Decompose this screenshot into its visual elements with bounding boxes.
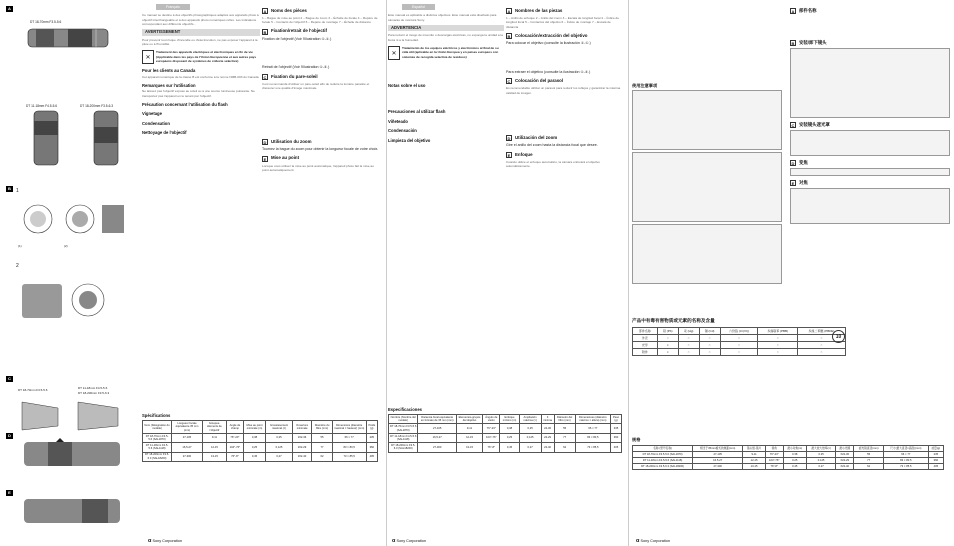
- table-cell: 9-11: [202, 433, 226, 442]
- table-cell: f/22-29: [292, 443, 311, 452]
- table-cell: 76°-23°: [765, 452, 783, 458]
- table-header: Elementos-grupos del objetivo: [456, 415, 482, 424]
- table-header: Diámetro del filtro (mm): [554, 415, 575, 424]
- table-cell: DT 18-200mm F3.5-6.3 (SAL18200): [389, 443, 418, 452]
- table-cell: DT 18-70mm F3.5-5.6 (SAL1870): [633, 452, 693, 458]
- table-cell: ○: [797, 334, 845, 341]
- es-parts-title: Nombres de las piezas: [515, 7, 563, 13]
- table-cell: 73 × 85,5: [332, 452, 366, 461]
- table-cell: 27-300: [693, 464, 743, 470]
- table-cell: 104°-76°: [483, 433, 500, 442]
- table-cell: 0.125: [806, 458, 835, 464]
- table-cell: 0,38: [243, 433, 265, 442]
- table-cell: 66 × 77: [883, 452, 928, 458]
- fig-num-1: (1): [18, 244, 22, 248]
- fr-focus-section: E Mise au point: [263, 155, 300, 162]
- table-header: Nombre (Nombre del modelo): [389, 415, 418, 424]
- table-cell: 235: [611, 424, 622, 433]
- table-cell: 27-300: [418, 443, 457, 452]
- table-cell: 9-11: [743, 452, 766, 458]
- table-header: Dimensions (diamètre maximal × hauteur) (mm): [332, 421, 366, 434]
- fr-warning-text: Pour prévenir tout risque d'incendie ou d'électrocution, ne pas exposer l'appareil à la pluie ou à l'humidité.: [142, 37, 258, 46]
- figures-column: [0, 4, 142, 542]
- table-header: 铅 (Pb): [657, 327, 678, 334]
- table-header: Distancia focal equivalente en formato de 35 mm (mm): [418, 415, 457, 424]
- table-cell: 76°-23°: [226, 433, 243, 442]
- label-c: C: [6, 376, 13, 382]
- table-header: Groupes-éléments de l'objectif: [202, 421, 226, 434]
- table-cell: DT 11-18mm F4.5-5.6 (SAL1118): [390, 434, 417, 442]
- table-cell: 光学: [633, 341, 658, 348]
- table-cell: f/22-40: [836, 464, 854, 470]
- fig-num-2: (2): [64, 244, 68, 248]
- es-eol-block: [388, 46, 504, 60]
- es-attach-title: Colocación/extracción del objetivo: [515, 32, 588, 38]
- hazard-block: [632, 318, 846, 356]
- table-cell: 83 × 80,5: [575, 433, 610, 442]
- fr-sony-text: Sony Corporation: [152, 539, 183, 543]
- es-zoom-title: Utilización del zoom: [515, 134, 558, 140]
- caption-dt-11-18: DT 11-18mm F4.5-5.6: [26, 104, 58, 108]
- table-cell: ○: [797, 348, 845, 355]
- es-spec-block: [388, 402, 622, 453]
- zh-parts-title: 部件名称: [799, 7, 817, 13]
- table-cell: 76°-23°: [483, 424, 500, 433]
- table-cell: 13-15: [202, 452, 226, 461]
- table-row: [633, 341, 846, 348]
- table-cell: ○: [797, 341, 845, 348]
- table-cell: 405: [611, 443, 622, 452]
- zh-hood-text: [790, 130, 950, 156]
- es-zoom-section: D Utilización del zoom: [507, 134, 558, 142]
- table-cell: 405: [366, 452, 377, 461]
- zh-hood-section: C 安装镜头遮光罩: [791, 121, 830, 128]
- table-cell: ○: [678, 334, 699, 341]
- caption-c2: DT 11-18mm F4.5-5.6: [78, 386, 108, 390]
- es-cleaning-title: Limpieza del objetivo: [388, 137, 431, 143]
- table-cell: ○: [758, 348, 797, 355]
- table-cell: 13-15: [456, 443, 482, 452]
- table-cell: 55: [854, 452, 884, 458]
- table-header: 镉 (Cd): [699, 327, 720, 334]
- table-header: 汞 (Hg): [678, 327, 699, 334]
- label-b1: 1: [16, 188, 19, 194]
- table-cell: 0,27: [519, 443, 541, 452]
- table-header: 多溴二苯醚 (PBDE): [797, 327, 845, 334]
- table-header: Dimensiones (diámetro máximo × altura) (mm): [575, 415, 610, 424]
- label-d: D: [6, 433, 13, 439]
- caption-dt-18-70: DT 18-70mm F3.5-5.6: [30, 20, 62, 24]
- es-detach-sub: Para extraer el objetivo (consulte la ilustración ①-②.): [506, 69, 591, 74]
- table-cell: f/22-36: [292, 433, 311, 442]
- table-cell: 73 × 85.5: [883, 464, 928, 470]
- zoom-diagram: [18, 436, 128, 472]
- table-row: [143, 433, 378, 442]
- zh-spec-heading: 规格: [632, 437, 641, 442]
- zh-zoom-section: D 变焦: [791, 159, 808, 166]
- table-cell: DT 18-70mm F3.5-5.6 (SAL1870): [143, 433, 172, 442]
- zh-parts-section: A 部件名称: [791, 7, 817, 14]
- table-cell: 360: [611, 433, 622, 442]
- table-cell: 66 × 77: [332, 433, 366, 442]
- zh-attach-title: 安装/卸下镜头: [799, 39, 827, 45]
- table-cell: 0,125: [266, 443, 293, 452]
- zh-focus-text: [790, 188, 950, 224]
- table-cell: ○: [758, 341, 797, 348]
- spanish-column-2: [506, 4, 622, 542]
- es-parts-text: 1 – Anillo de enfoque 2 – Anillo del zoom 3 – Escala de longitud focal 4 – Índice de longitud focal 5 – Contactos del objetivo 6 – Índice de montaje 7 – Escala de distancia: [506, 16, 620, 29]
- fr-detach-sub: Retrait de l'objectif (Voir l'illustration ①-②.): [262, 65, 330, 70]
- table-cell: 62: [312, 452, 332, 461]
- table-cell: ×: [657, 341, 678, 348]
- fr-eol-title: Traitement des appareils électriques et électroniques en fin de vie (Applicable dans les pays de l'Union Européenne et aux autres pays européens disposant de systèmes de collecte sélective): [156, 50, 257, 63]
- es-sony-text: Sony Corporation: [396, 539, 427, 543]
- table-header: Nom (Désignation du modèle): [143, 421, 172, 434]
- fr-cleaning-title: Nettoyage de l'objectif: [142, 130, 187, 136]
- fr-spec-heading: Spécifications: [142, 413, 171, 418]
- table-cell: ○: [720, 348, 758, 355]
- table-cell: 0.27: [806, 464, 835, 470]
- table-cell: 0.25: [806, 452, 835, 458]
- table-cell: 0,25: [266, 433, 293, 442]
- table-row: [143, 443, 378, 452]
- label-b: B: [6, 186, 13, 192]
- table-cell: 55: [312, 433, 332, 442]
- table-cell: ○: [678, 348, 699, 355]
- table-cell: 12-15: [202, 443, 226, 452]
- table-cell: 27-105: [418, 424, 457, 433]
- zh-spec-block: [632, 432, 944, 470]
- table-header: 相当于35mm格式的焦距(mm): [693, 446, 743, 452]
- table-header: 质量(g): [928, 446, 943, 452]
- table-cell: 0,125: [519, 433, 541, 442]
- table-cell: 360: [928, 458, 943, 464]
- es-zoom-text: Gire el anillo del zoom hasta la distancia focal que desee.: [506, 143, 598, 148]
- fr-parts-text: 1 – Bague de mise au point 2 – Bague de zoom 3 – Échelle de focale 4 – Repère de focale 5 – Contacts de l'objectif 6 – Repère de montage 7 – Échelle de distance: [262, 16, 378, 25]
- label-e: E: [6, 490, 13, 496]
- table-row: [389, 443, 622, 452]
- fr-vignetting-title: Vignetage: [142, 111, 162, 117]
- table-header: 镜头组-镜片: [743, 446, 766, 452]
- table-cell: 0,25: [519, 424, 541, 433]
- fr-parts-title: Noms des pièces: [271, 7, 307, 13]
- hood-diagram: [18, 398, 128, 432]
- table-cell: DT 11-18mm F4.5-5.6 (SAL1118): [633, 458, 693, 464]
- table-cell: ○: [699, 341, 720, 348]
- es-focus-text: Cuando utilice el enfoque automático, la cámara enfocará el objetivo automáticamente.: [506, 159, 600, 169]
- fr-remarks-title: Remarques sur l'utilisation: [142, 83, 196, 88]
- table-cell: 0.25: [783, 458, 806, 464]
- zh-focus-section: E 对焦: [791, 179, 808, 186]
- table-cell: 16,5-27: [418, 433, 457, 442]
- zh-attach-section: B 安装/卸下镜头: [791, 39, 827, 46]
- table-cell: 16.5-27: [693, 458, 743, 464]
- table-header: Enfoque mínimo (m): [500, 415, 519, 424]
- table-header: Ángulo de visión: [483, 415, 500, 424]
- fr-condensation-title: Condensation: [142, 120, 170, 126]
- fr-warning-title: AVERTISSEMENT: [142, 29, 260, 35]
- table-cell: 77: [312, 443, 332, 452]
- table-cell: 83 × 80,5: [332, 443, 366, 452]
- es-intro: Este manual es aplicable a distintos objetivos. Este manual está diseñado para cámaras de montura Sony.: [388, 13, 497, 22]
- table-header: Angle de champ: [226, 421, 243, 434]
- table-cell: 22-29: [541, 433, 554, 442]
- table-cell: ×: [657, 348, 678, 355]
- fr-attach-sub: Fixation de l'objectif (Voir l'illustration ①-①.): [262, 36, 332, 41]
- table-header: 最大放大倍率(×): [806, 446, 835, 452]
- table-cell: 27-105: [693, 452, 743, 458]
- table-cell: 77: [854, 458, 884, 464]
- table-header: 视角: [765, 446, 783, 452]
- table-cell: 0,38: [500, 424, 519, 433]
- table-cell: ○: [758, 334, 797, 341]
- es-attach-section: B Colocación/extracción del objetivo: [507, 32, 588, 39]
- table-cell: 0,45: [243, 452, 265, 461]
- table-header: F mínima: [543, 415, 553, 423]
- zh-text-block-1: [632, 90, 782, 150]
- table-header: 最小对焦(m): [783, 446, 806, 452]
- table-row: [633, 334, 846, 341]
- fr-remarks-text: Ne laissez pas l'objectif exposé au soleil ou à une source lumineuse puissante. Ne transportez pas l'appareil en le tenant par l'objectif.: [142, 89, 255, 98]
- table-cell: 0,27: [266, 452, 293, 461]
- table-cell: 12-15: [743, 458, 766, 464]
- table-cell: 0,45: [500, 443, 519, 452]
- weee-bin-icon: ✕: [142, 50, 154, 64]
- es-condensation-title: Condensación: [388, 128, 417, 134]
- fr-zoom-section: D Utilisation du zoom: [263, 138, 312, 145]
- table-cell: ○: [720, 334, 758, 341]
- table-cell: f/22-29: [836, 458, 854, 464]
- table-header: 最小光圈: [836, 446, 854, 452]
- fr-hood-text: Il est recommandé d'utiliser un pare-soleil afin de réduire la lumière parasite et d'assurer une qualité d'image maximale.: [262, 82, 370, 91]
- fr-hood-title: Fixation du pare-soleil: [271, 73, 318, 79]
- spanish-column-1: [388, 4, 504, 542]
- table-header: 尺寸(最大直径×高度)(mm): [883, 446, 928, 452]
- table-header: Ampliación máxima (×): [519, 415, 541, 424]
- table-row: [633, 464, 944, 470]
- table-row: [633, 348, 846, 355]
- table-header: 六价铬 (Cr(VI)): [720, 327, 758, 334]
- hazard-table: [632, 327, 846, 356]
- table-cell: 16,5-27: [172, 443, 203, 452]
- table-cell: 235: [928, 452, 943, 458]
- table-header: 多溴联苯 (PBB): [758, 327, 797, 334]
- table-cell: ○: [699, 348, 720, 355]
- table-header: Grossissement maximal (×): [266, 421, 293, 434]
- table-row: [143, 452, 378, 461]
- fr-hood-section: C Fixation du pare-soleil: [263, 73, 318, 81]
- zh-text-block-2: [632, 152, 782, 222]
- table-cell: ○: [678, 341, 699, 348]
- label-b2: 2: [16, 263, 19, 269]
- zh-zoom-title: 变焦: [799, 159, 808, 165]
- table-cell: 77: [554, 433, 575, 442]
- es-focus-section: E Enfoque: [507, 151, 533, 158]
- caption-c1: DT 18-70mm F3.5-5.6: [18, 388, 48, 392]
- zh-hood-title: 安装镜头遮光罩: [799, 121, 830, 127]
- es-vignetting-title: Viñeteado: [388, 118, 408, 124]
- es-notes-title: Notas sobre el uso: [388, 83, 426, 88]
- table-cell: 0.38: [783, 452, 806, 458]
- mount-diagram-2: [18, 274, 128, 324]
- zh-focus-title: 对焦: [799, 179, 808, 185]
- es-hood-title: Colocación del parasol: [515, 78, 564, 84]
- table-cell: 22-40: [541, 443, 554, 452]
- zh-text-block-3: [632, 224, 782, 284]
- table-cell: 76°-8°: [226, 452, 243, 461]
- table-header: Mise au point minimale (m): [243, 421, 265, 434]
- lang-tab-french: Français: [156, 4, 190, 10]
- table-cell: 83 × 80.5: [883, 458, 928, 464]
- fr-attach-section: B Fixation/retrait de l'objectif: [263, 28, 327, 35]
- table-header: Peso (g): [611, 415, 622, 424]
- table-row: [389, 433, 622, 442]
- table-cell: 62: [854, 464, 884, 470]
- table-cell: ○: [720, 341, 758, 348]
- table-cell: 27-105: [172, 433, 203, 442]
- table-cell: 62: [554, 443, 575, 452]
- fr-intro: Ce manuel se destine à des objectifs photographiques adaptés aux appareils photo à objectif interchangeable et à des appareils photo numériques reflex. Les indications correspondant aux différents objectifs...: [142, 13, 259, 26]
- es-warning-title: ADVERTENCIA: [388, 25, 504, 31]
- lens-diagram-2: [30, 109, 62, 169]
- table-cell: 104°-76°: [226, 443, 243, 452]
- table-cell: 73 × 85,5: [575, 443, 610, 452]
- table-cell: 76°-8°: [483, 443, 500, 452]
- table-cell: DT 18-70mm F3.5-5.6 (SAL1870): [390, 425, 417, 432]
- table-cell: DT 18-200mm F3.5-6.3 (SAL18200): [633, 464, 693, 470]
- lens-diagram-3: [90, 109, 122, 169]
- fr-canada-title: Pour les clients au Canada: [142, 68, 196, 74]
- fr-eol-block: [142, 50, 260, 64]
- table-cell: 13-15: [743, 464, 766, 470]
- fr-zoom-text: Tournez la bague du zoom pour obtenir la longueur focale de votre choix.: [262, 146, 379, 151]
- zh-usage-title: 使用注意事项: [632, 83, 658, 88]
- table-cell: 55: [554, 424, 575, 433]
- focus-diagram: [18, 493, 128, 529]
- table-cell: 附件: [633, 348, 658, 355]
- table-header: Longueur focale équivalente 35 mm (mm): [172, 421, 203, 434]
- table-cell: 27-300: [172, 452, 203, 461]
- table-header: 名称 (型号名称): [633, 446, 693, 452]
- table-cell: 9-11: [456, 424, 482, 433]
- fr-spec-block: [142, 408, 378, 462]
- table-header: 部件名称: [633, 327, 658, 334]
- table-cell: 22-36: [541, 424, 554, 433]
- caption-dt-18-200: DT 18-200mm F3.5-6.3: [80, 104, 114, 108]
- fr-attach-title: Fixation/retrait de l'objectif: [271, 28, 327, 34]
- es-flash-title: Precauciones al utilizar flash: [388, 109, 446, 115]
- table-row: [389, 424, 622, 433]
- fr-parts-section: A Noms des pièces: [263, 7, 307, 14]
- lens-diagram-1: [26, 25, 112, 51]
- table-header: 滤光镜直径(mm): [854, 446, 884, 452]
- table-cell: f/22-40: [292, 452, 311, 461]
- hazard-title: 产品中有毒有害物质或元素的名称及含量: [632, 318, 715, 323]
- table-cell: DT 11-18mm F4.5-5.6 (SAL1118): [143, 443, 172, 452]
- es-sony-footer: α Sony Corporation: [392, 538, 427, 544]
- es-focus-title: Enfoque: [515, 151, 533, 157]
- caption-c3: DT 18-200mm F3.5-6.3: [78, 391, 110, 395]
- table-cell: 0.45: [783, 464, 806, 470]
- fr-precautions-title: Précaution concernant l'utilisation du flash: [142, 102, 228, 107]
- zh-zoom-text: [790, 168, 950, 176]
- es-spec-table: [388, 414, 622, 453]
- es-spec-heading: Especificaciones: [388, 407, 422, 412]
- es-parts-section: A Nombres de las piezas: [507, 7, 563, 14]
- table-cell: 66 × 77: [575, 424, 610, 433]
- table-cell: 76°-8°: [765, 464, 783, 470]
- table-cell: 235: [366, 433, 377, 442]
- zh-attach-text: [790, 48, 950, 118]
- lang-tab-spanish: Español: [402, 4, 435, 10]
- fr-focus-text: Lorsque vous utilisez la mise au point automatique, l'appareil photo fait la mise au point automatiquement.: [262, 163, 374, 172]
- zh-spec-table: [632, 445, 944, 470]
- table-header: Diamètre du filtre (mm): [312, 421, 332, 434]
- fr-spec-table: [142, 420, 378, 462]
- zh-sony-text: Sony Corporation: [640, 539, 671, 543]
- fr-zoom-title: Utilisation du zoom: [271, 138, 312, 144]
- eco-period-badge: 10: [832, 330, 845, 343]
- table-cell: 12-15: [456, 433, 482, 442]
- table-header: Poids (g): [366, 421, 377, 434]
- table-cell: 360: [366, 443, 377, 452]
- table-cell: DT 18-200mm F3.5-6.3 (SAL18200): [143, 452, 172, 461]
- mount-diagram-1: [18, 199, 128, 239]
- es-warning-text: Para reducir el riesgo de incendio o descargas eléctricas, no exponga la unidad a la lluvia ni a la humedad.: [388, 33, 503, 42]
- es-eol-title: Tratamiento de los equipos eléctricos y electrónicos al final de su vida útil (aplicable en la Unión Europea y en países europeos con sistemas de recogida selectiva de residuos): [402, 46, 499, 59]
- es-hood-section: C Colocación del parasol: [507, 78, 564, 85]
- es-hood-text: Es recomendable utilizar un parasol para reducir los reflejos y garantizar la máxima calidad de imagen.: [506, 86, 621, 95]
- fr-focus-title: Mise au point: [271, 155, 300, 161]
- table-cell: 0,25: [500, 433, 519, 442]
- table-header: Ouverture minimale: [292, 421, 311, 434]
- table-cell: 外壳: [633, 334, 658, 341]
- weee-bin-icon: ✕: [388, 46, 400, 60]
- table-cell: 104°-76°: [765, 458, 783, 464]
- es-attach-sub: Para colocar el objetivo (consulte la ilustración ①-①.): [506, 40, 591, 45]
- fr-canada-text: Cet appareil numérique de la classe B est conforme à la norme NMB-003 du Canada.: [142, 74, 260, 79]
- zh-sony-footer: α Sony Corporation: [636, 538, 671, 544]
- label-a: A: [6, 6, 13, 12]
- table-cell: ○: [699, 334, 720, 341]
- fr-sony-footer: α Sony Corporation: [148, 538, 183, 544]
- table-cell: f/22-36: [836, 452, 854, 458]
- table-cell: ○: [657, 334, 678, 341]
- table-cell: 405: [928, 464, 943, 470]
- table-cell: 0,25: [243, 443, 265, 452]
